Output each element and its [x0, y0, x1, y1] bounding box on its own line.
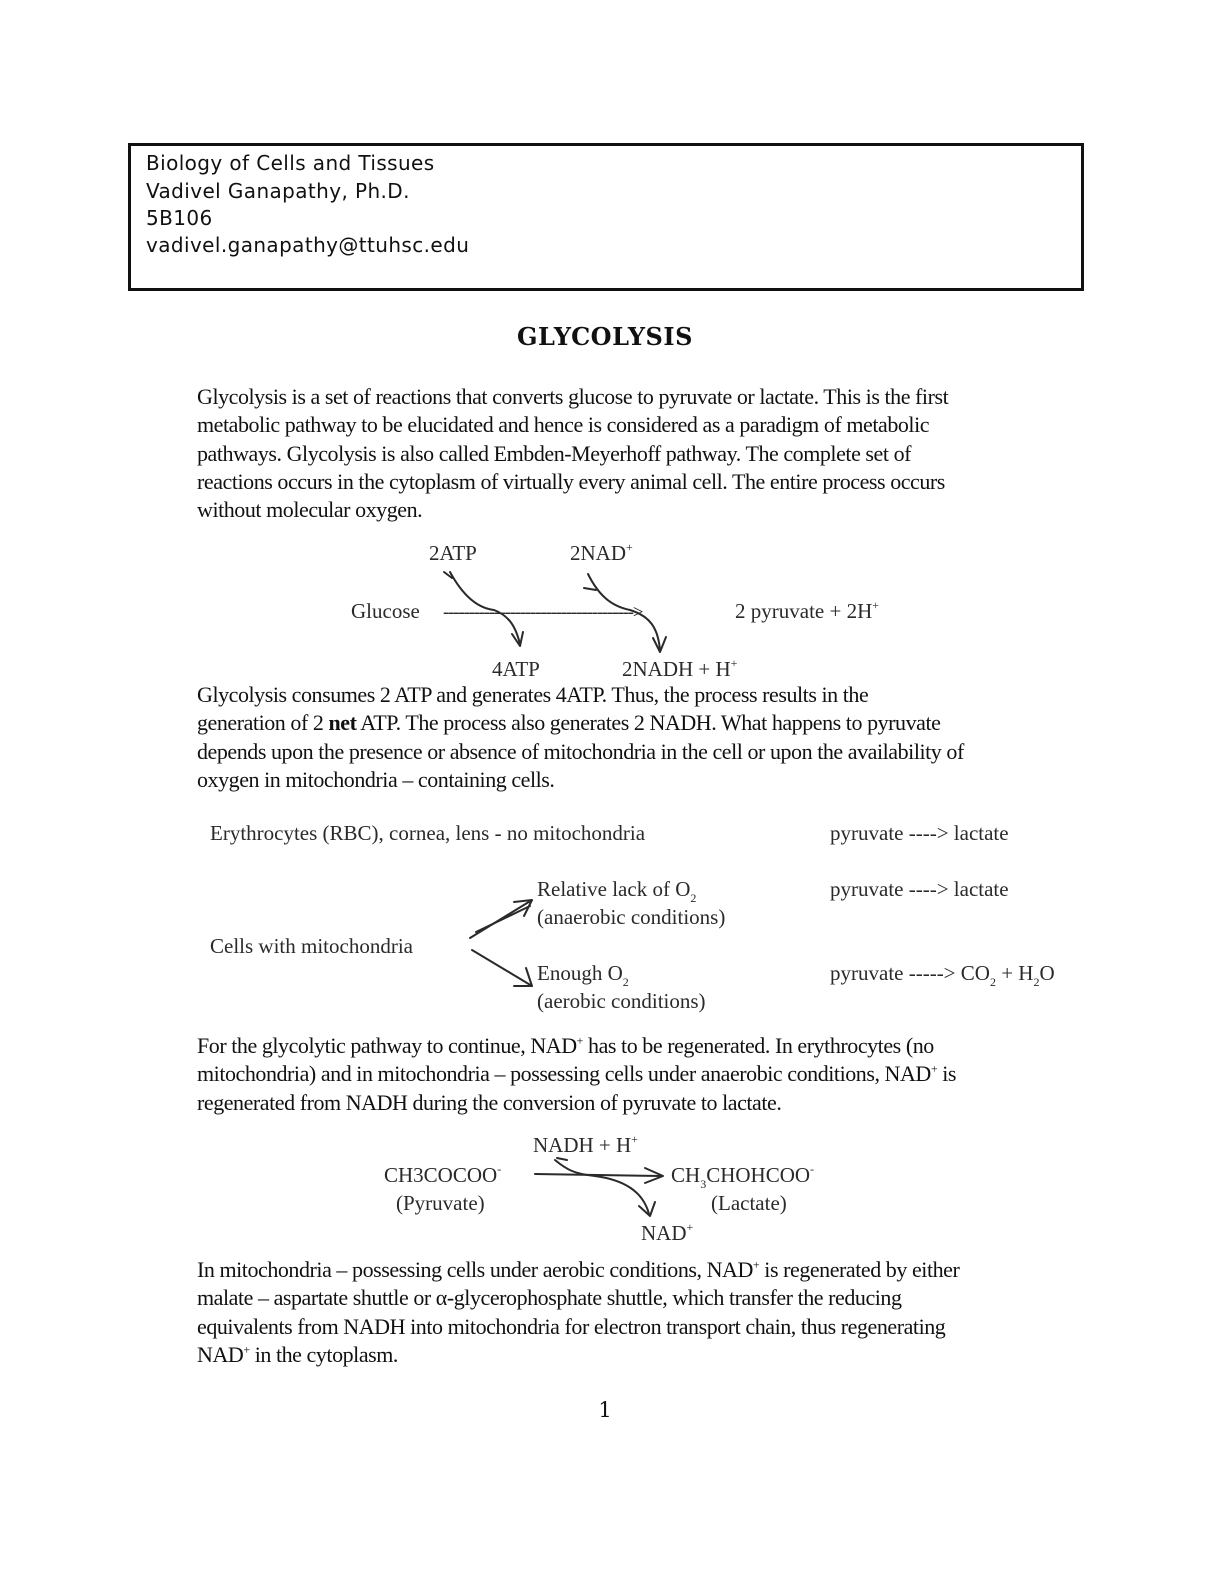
nad-paragraph [197, 1032, 1077, 1117]
anaerobic-conditions-label: (anaerobic conditions) [537, 905, 726, 929]
alpha-symbol: α [435, 1285, 447, 1311]
intro-line: pathways. Glycolysis is also called Embden-Meyerhoff pathway. The complete set of [197, 440, 911, 466]
pyruvate-formula: CH3COCOO- [384, 1162, 502, 1187]
atp-line: generation of 2 net ATP. The process also generates 2 NADH. What happens to pyruvate [197, 710, 941, 736]
instructor-name: Vadivel Ganapathy, Ph.D. [146, 179, 410, 203]
intro-paragraph [197, 383, 1077, 524]
intro-line: metabolic pathway to be elucidated and hence is considered as a paradigm of metabolic [197, 412, 930, 438]
room-number: 5B106 [146, 206, 213, 230]
intro-line: Glycolysis is a set of reactions that converts glucose to pyruvate or lactate. This is the first [197, 384, 949, 409]
aerobic-line: NAD+ in the cytoplasm. [197, 1341, 398, 1367]
page-number: 1 [598, 1398, 612, 1422]
aerobic-conditions-label: (aerobic conditions) [537, 989, 706, 1013]
atp-line: oxygen in mitochondria – containing cells. [197, 766, 555, 792]
atp-line: Glycolysis consumes 2 ATP and generates 4ATP. Thus, the process results in the [197, 682, 869, 707]
glycolysis-reaction-diagram [340, 528, 915, 686]
course-info-box [128, 143, 1084, 291]
nad-input-label: 2NAD+ [570, 540, 633, 565]
net-emphasis: net [328, 710, 357, 736]
reaction-arrow: -------------------------------------> [443, 602, 643, 623]
cells-with-mitochondria-label: Cells with mitochondria [210, 934, 413, 958]
atp-output-label: 4ATP [492, 657, 540, 681]
instructor-email: vadivel.ganapathy@ttuhsc.edu [146, 233, 470, 257]
page-title: GLYCOLYSIS [517, 322, 693, 351]
nadh-output-label: 2NADH + H+ [622, 656, 738, 681]
glucose-label: Glucose [351, 599, 420, 623]
aerobic-paragraph [197, 1256, 1077, 1369]
aerobic-line: equivalents from NADH into mitochondria for electron transport chain, thus regenerating [197, 1313, 946, 1339]
pyruvate-fate-diagram [198, 800, 1123, 1032]
atp-line: depends upon the presence or absence of mitochondria in the cell or upon the availability of [197, 738, 964, 764]
aerobic-label: Enough $O_2$ [537, 961, 629, 989]
pyruvate-lactate-diagram [375, 1122, 845, 1254]
course-title: Biology of Cells and Tissues [146, 151, 435, 175]
anaerobic-result-label: pyruvate ----> lactate [830, 877, 1009, 901]
nad-line: For the glycolytic pathway to continue, NAD+ has to be regenerated. In erythrocytes (no [197, 1033, 934, 1058]
no-mitochondria-label: Erythrocytes (RBC), cornea, lens - no mitochondria [210, 821, 646, 845]
nad-line: mitochondria) and in mitochondria – possessing cells under anaerobic conditions, NAD+ is [197, 1061, 957, 1087]
lactate-formula: $CH_3CHOHCOO^-$ [671, 1162, 815, 1191]
intro-line: reactions occurs in the cytoplasm of virtually every animal cell. The entire process occurs [197, 468, 945, 494]
aerobic-result-label: pyruvate -----> $CO_2 + H_2O$ [830, 961, 1055, 989]
atp-paragraph [197, 681, 1077, 794]
atp-input-label: 2ATP [429, 541, 477, 565]
lactate-name: (Lactate) [711, 1191, 787, 1215]
aerobic-line: malate – aspartate shuttle or α-glycerophosphate shuttle, which transfer the reducing [197, 1285, 902, 1311]
pyruvate-product-label: 2 pyruvate + 2H+ [735, 598, 880, 623]
aerobic-branch-arrow [472, 950, 532, 986]
nadh-cofactor-label: NADH + H+ [533, 1132, 638, 1157]
nad-line: regenerated from NADH during the conversion of pyruvate to lactate. [197, 1089, 782, 1115]
intro-line: without molecular oxygen. [197, 497, 423, 523]
nadh-in-arrow [555, 1160, 649, 1214]
aerobic-line: In mitochondria – possessing cells under aerobic conditions, NAD+ is regenerated by either [197, 1257, 960, 1282]
rbc-result-label: pyruvate ----> lactate [830, 821, 1009, 845]
pyruvate-name: (Pyruvate) [396, 1191, 485, 1215]
nad-cofactor-label: NAD+ [641, 1220, 694, 1245]
anaerobic-label: Relative lack of $O_2$ [537, 877, 697, 905]
